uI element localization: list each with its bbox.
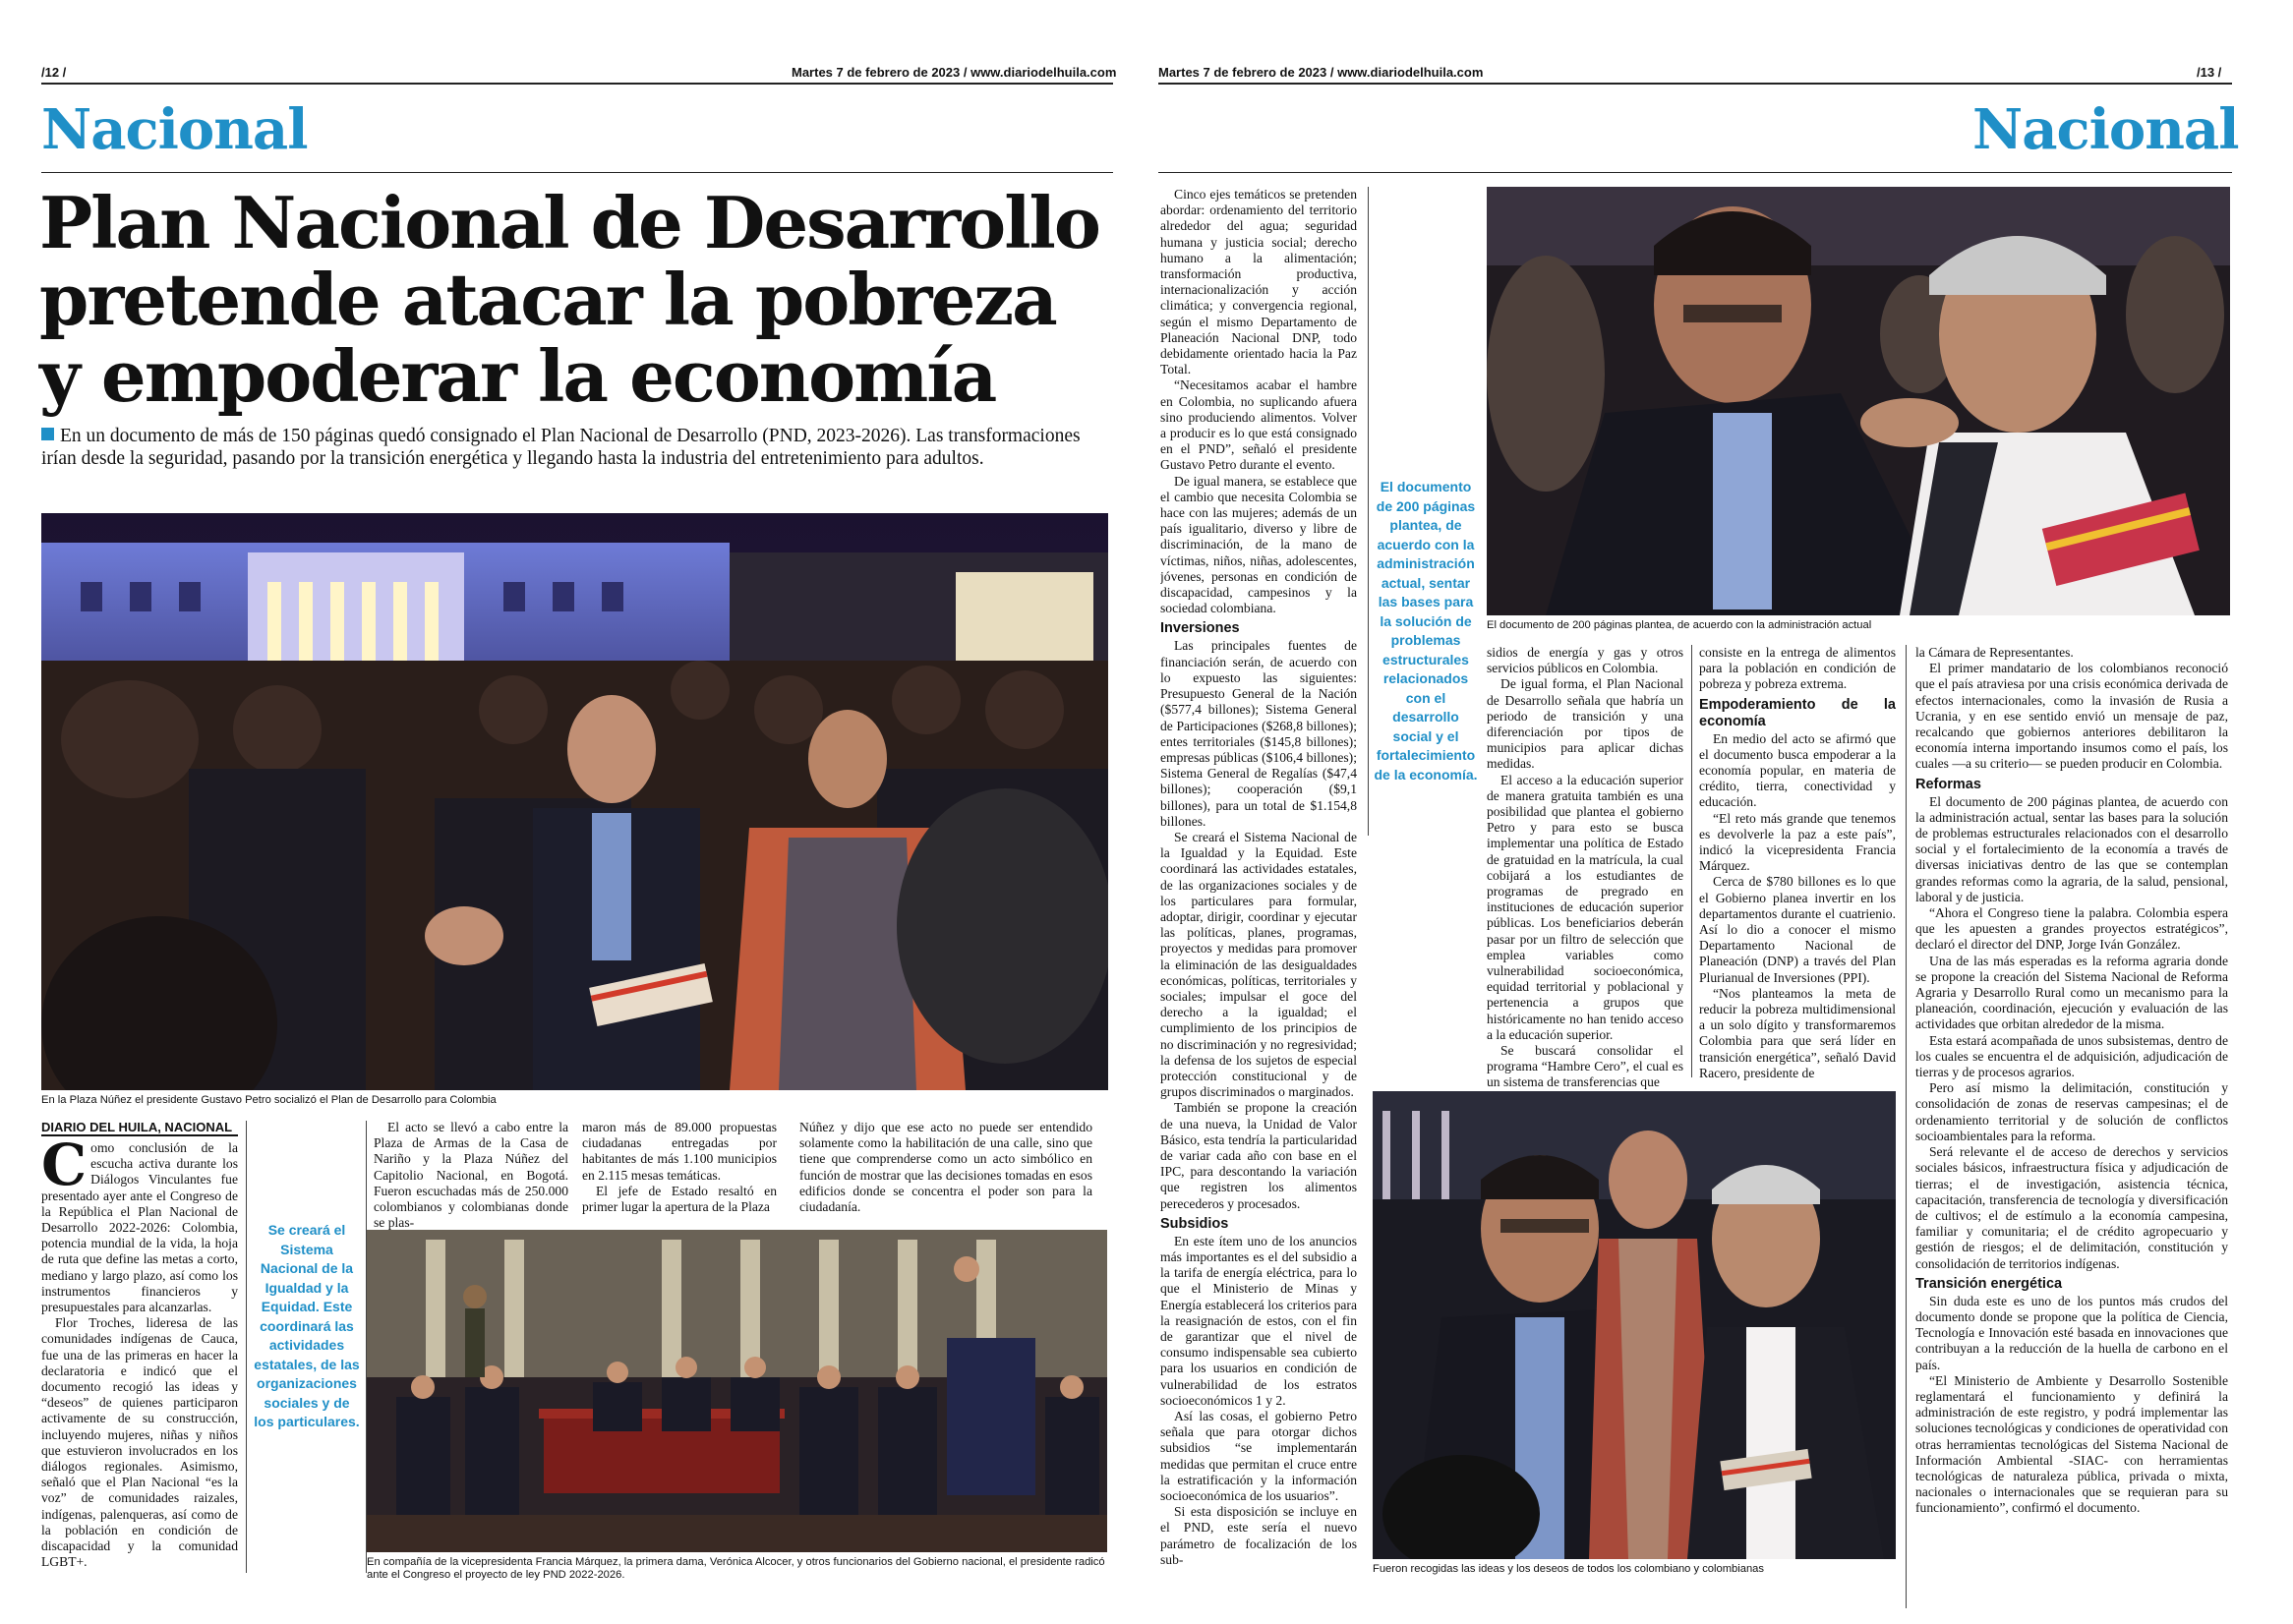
column-divider bbox=[1368, 187, 1369, 836]
article-column-d bbox=[1915, 645, 2228, 1517]
column-3-paragraph-1: maron más de 89.000 propuestas ciudadanas entregadas por habitantes de más 1.100 municipios en 2.115 mesas temáticas. bbox=[582, 1120, 777, 1183]
byline: DIARIO DEL HUILA, NACIONAL bbox=[41, 1120, 238, 1136]
bottom-photo-reading-plan bbox=[1373, 1091, 1896, 1559]
column-d-paragraph: la Cámara de Representantes. bbox=[1915, 645, 2074, 660]
lead-paragraph bbox=[41, 425, 1103, 470]
column-c-paragraph: “El reto más grande que tenemos es devolverle la paz a este país”, indicó la vicepresidenta Francia Márquez. bbox=[1699, 810, 1896, 874]
subheading-subsidios: Subsidios bbox=[1160, 1215, 1229, 1232]
column-a-paragraph: También se propone la creación de una nueva, la Unidad de Valor Básico, esta tendría la particularidad de variar cada año con base en el IPC, para descontando la variación que registren los alimentos perecederos y procesados. bbox=[1160, 1100, 1357, 1211]
pull-quote-left: Se creará el Sistema Nacional de la Igualdad y la Equidad. Este coordinará las actividades estatales, de las organizaciones sociales y de los particulares. bbox=[254, 1222, 360, 1429]
header-rule-left bbox=[41, 83, 1113, 85]
column-a-paragraph: Si esta disposición se incluye en el PND, este sería el nuevo parámetro de focalización de los sub- bbox=[1160, 1504, 1357, 1567]
date-url-left: Martes 7 de febrero de 2023 / www.diariodelhuila.com bbox=[792, 65, 1117, 80]
column-d-paragraph: Pero así mismo la delimitación, constitución y consolidación de zonas de reservas campesinas; el de ordenamiento territorial y de solución de conflictos socioambientales para la reforma. bbox=[1915, 1080, 2228, 1143]
column-divider bbox=[246, 1121, 247, 1573]
column-divider bbox=[1906, 645, 1907, 1608]
lead-text: En un documento de más de 150 páginas quedó consignado el Plan Nacional de Desarrollo (PND, 2023-2026). Las transformaciones irían desde la seguridad, pasando por la transición energética y llegando hasta la industria del entretenimiento para adultos. bbox=[41, 426, 1081, 469]
column-a-paragraph: Cinco ejes temáticos se pretenden abordar: ordenamiento del territorio alrededor del agua; seguridad humana y justicia social; derecho humano a la alimentación; transformación productiva, internacionalización y acción climática; y convergencia regional, según el mismo Departamento de Planeación Nacional DNP, todo debidamente orientado hacia la Paz Total. bbox=[1160, 187, 1357, 377]
column-d-paragraph: Una de las más esperadas es la reforma agraria donde se propone la creación del Sistema Nacional de Reforma Agraria y Desarrollo Rural como un mecanismo para la planeación, coordinación, ejecución y evaluación de las actividades que orbitan alrededor de la misma. bbox=[1915, 953, 2228, 1032]
page-number-right: /13 / bbox=[2197, 65, 2222, 80]
column-c-paragraph: “Nos planteamos la meta de reducir la pobreza multidimensional a un solo dígito y transformaremos Colombia para que será líder en transición energética”, señaló David Racero, presidente de bbox=[1699, 985, 1896, 1080]
section-rule-right bbox=[1158, 172, 2232, 173]
subheading-inversiones: Inversiones bbox=[1160, 620, 1240, 637]
column-d-paragraph: “El Ministerio de Ambiente y Desarrollo Sostenible reglamentará el funcionamiento y definirá la administración de este registro, y podrá implementar las soluciones tecnológicas y condiciones de operatividad con otras herramientas tecnológicas del Sistema Nacional de Información Ambiental -SIAC- con herramientas tecnológicas de naturaleza pública, privada o mixta, nacionales o internacionales que se requieran para su funcionamiento”, confirmó el documento. bbox=[1915, 1372, 2228, 1516]
column-a-paragraph: En este ítem uno de los anuncios más importantes es el del subsidio a la tarifa de energía eléctrica, para lo que el Ministerio de Minas y Energía establecerá los criterios para la reasignación de estos, con el fin de garantizar que el nivel de consumo indispensable sea cubierto para los usuarios en condición de vulnerabilidad de los estratos socioeconómicos 1 y 2. bbox=[1160, 1233, 1357, 1408]
headline: Plan Nacional de Desarrollo pretende atacar la pobreza y empoderar la economía bbox=[39, 181, 1099, 418]
bottom-photo-caption: Fueron recogidas las ideas y los deseos de todos los colombiano y colombianas bbox=[1373, 1563, 1765, 1575]
drop-cap: C bbox=[41, 1131, 88, 1198]
column-a-paragraph: Las principales fuentes de financiación serán, de acuerdo con lo expuesto las siguientes: Presupuesto General de la Nación ($577,4 billones); Sistema General de Participaciones ($268,8 billones); entes territoriales ($145,8 billones); empresas públicas ($106,4 billones); Sistema General de Regalías ($47,4 billones); cooperación ($9,1 billones), para un total de $1.154,8 billones. bbox=[1160, 638, 1357, 829]
column-b-paragraph: El acceso a la educación superior de manera gratuita también es una posibilidad que plantea el gobierno Petro y para esto se busca implementar una política de Estado de gratuidad en la matrícula, la cual cobijará a los estudiantes de programas de pregrado en instituciones de educación superior públicas. Los beneficiarios deberán pasar por un filtro de selección que emplea variables como vulnerabilidad socioeconómica, equidad territorial y poblacional y pertenencia a grupos que históricamente no han tenido acceso a la educación superior. bbox=[1487, 772, 1683, 1042]
column-d-paragraph: “Ahora el Congreso tiene la palabra. Colombia espera que les apuesten a grandes proyectos estratégicos”, declaró el director del DNP, Jorge Iván González. bbox=[1915, 905, 2228, 953]
section-title-left: Nacional bbox=[41, 97, 308, 162]
column-3-paragraph-2: El jefe de Estado resaltó en primer lugar la apertura de la Plaza bbox=[582, 1183, 777, 1215]
column-d-paragraph: Sin duda este es uno de los puntos más crudos del documento donde se propone que la política de Ciencia, Tecnología e Innovación esté basada en innovaciones que contribuyan a la reducción de la huella de carbono en el país. bbox=[1915, 1293, 2228, 1372]
column-divider bbox=[1691, 645, 1692, 1077]
column-d-paragraph: El primer mandatario de los colombianos reconoció que el país atraviesa por una crisis económica derivada de efectos internacionales, como la invasión de Rusia a Ucrania, y en ese sentido envió un mensaje de paz, recalcando que gobiernos anteriores debilitaron la economía interna importando insumos como el país, los cuales —a su criterio— se pueden producir en Colombia. bbox=[1915, 661, 2228, 772]
main-photo-petro-plaza bbox=[41, 513, 1108, 1090]
column-1-paragraph-2: Flor Troches, lideresa de las comunidades indígenas de Cauca, fue una de las primeras en hacer la declaratoria e indicó que el documento recogió las ideas y “deseos” de quienes participaron activamente de su construcción, incluyendo mujeres, niñas y niños que estuvieron involucrados en los diálogos regionales. Asimismo, señaló que el Plan Nacional “es la voz” de comunidades raizales, indígenas, palenqueras, así como de la población en condición de discapacidad y la comunidad LGBT+. bbox=[41, 1315, 238, 1570]
header-rule-right bbox=[1158, 83, 2232, 85]
column-a-paragraph: Se creará el Sistema Nacional de la Igualdad y la Equidad. Este coordinará las actividades estatales, de las organizaciones sociales y de los particulares para formular, adoptar, dirigir, coordinar y ejecutar las políticas, planes, programas, proyectos y medidas para promover la eliminación de las desigualdades económicas, políticas, territoriales y sociales; impulsar el goce del derecho a la igualdad; el cumplimiento de los principios de no discriminación y no regresividad; la defensa de los sujetos de especial protección constitucional y de grupos discriminados o marginados. bbox=[1160, 829, 1357, 1100]
article-column-1 bbox=[41, 1131, 238, 1573]
second-photo-congress bbox=[367, 1230, 1107, 1552]
square-bullet-icon bbox=[41, 428, 54, 440]
subheading-reformas: Reformas bbox=[1915, 776, 1981, 792]
article-column-c bbox=[1699, 645, 1896, 1081]
article-column-2 bbox=[374, 1120, 568, 1231]
column-d-paragraph: Esta estará acompañada de unos subsistemas, dentro de los cuales se encuentra el de adquisición, adjudicación de tierras y de procesos agrarios. bbox=[1915, 1032, 2228, 1080]
article-column-4 bbox=[799, 1120, 1092, 1215]
section-title-right: Nacional bbox=[1972, 97, 2239, 162]
page-number-left: /12 / bbox=[41, 65, 67, 80]
subheading-empoderamiento: Empoderamiento de la economía bbox=[1699, 696, 1896, 729]
top-photo-petro-embrace bbox=[1487, 187, 2230, 615]
top-photo-caption: El documento de 200 páginas plantea, de acuerdo con la administración actual bbox=[1487, 619, 1872, 631]
column-b-paragraph: sidios de energía y gas y otros servicios públicos en Colombia. bbox=[1487, 645, 1683, 676]
pull-quote-right: El documento de 200 páginas plantea, de acuerdo con la administración actual, sentar las bases para la solución de problemas estructurales relacionados con el desarrollo social y el fortalecimiento de la economía. bbox=[1374, 479, 1478, 783]
column-2-paragraph: El acto se llevó a cabo entre la Plaza de Armas de la Casa de Nariño y la Plaza Núñez del Capitolio Nacional, en Bogotá. Fueron escuchadas más de 250.000 colombianos y colombianas donde se plas- bbox=[374, 1120, 568, 1231]
column-b-paragraph: De igual forma, el Plan Nacional de Desarrollo señala que habría un periodo de transición y una diferenciación por tipos de municipios para aplicar dichas medidas. bbox=[1487, 676, 1683, 772]
column-c-paragraph: Cerca de $780 billones es lo que el Gobierno planea invertir en los departamentos durante el cuatrienio. Así lo dio a conocer el mismo Departamento Nacional de Planeación (DNP) a través del Plan Plurianual de Inversiones (PPI). bbox=[1699, 874, 1896, 985]
column-d-paragraph: El documento de 200 páginas plantea, de acuerdo con la administración actual, sentar las bases para la solución de problemas estructurales relacionados con el desarrollo social y el fortalecimiento de la economía a través de diversas iniciativas dentro de las que se contemplan grandes reformas como la agraria, de la salud, pensional, laboral y de justicia. bbox=[1915, 793, 2228, 904]
article-column-a bbox=[1160, 187, 1357, 1612]
section-rule-left bbox=[41, 172, 1113, 173]
column-c-paragraph: En medio del acto se afirmó que el documento busca empoderar a la economía popular, en materia de crédito, tierra, conectividad y educación. bbox=[1699, 730, 1896, 810]
column-4-paragraph: Núñez y dijo que ese acto no puede ser entendido solamente como la habilitación de una calle, sino que tiene que comprenderse como un acto simbólico en función de mostrar que las decisiones tomadas en esos edificios donde se concentra el poder son para la ciudadanía. bbox=[799, 1120, 1092, 1215]
subheading-transicion-energetica: Transición energética bbox=[1915, 1275, 2063, 1292]
main-photo-caption: En la Plaza Núñez el presidente Gustavo Petro socializó el Plan de Desarrollo para Colombia bbox=[41, 1094, 497, 1106]
column-a-paragraph: Así las cosas, el gobierno Petro señala que para otorgar dichos subsidios “se implementarán medidas que permitan el cruce entre la estratificación y la información socioeconómica de los usuarios”. bbox=[1160, 1409, 1357, 1504]
column-b-paragraph: Se buscará consolidar el programa “Hambre Cero”, el cual es un sistema de transferencias que bbox=[1487, 1043, 1683, 1090]
column-a-paragraph: De igual manera, se establece que el cambio que necesita Colombia se hace con las mujeres; además de un país igualitario, diverso y libre de discriminación, de la mano de víctimas, niños, niñas, adolescentes, jóvenes, personas en condición de discapacidad, campesinos y la sociedad colombiana. bbox=[1160, 473, 1357, 616]
article-column-3 bbox=[582, 1120, 777, 1215]
column-1-paragraph-1: omo conclusión de la escucha activa durante los Diálogos Vinculantes fue presentado ayer ante el Congreso de la República el Plan Nacional de Desarrollo 2022-2026: Colombia, potencia mundial de la vida, la hoja de ruta que define las metas a corto, mediano y largo plazo, así como los instrumentos financieros y presupuestales para alcanzarlas. bbox=[41, 1140, 238, 1315]
date-url-right: Martes 7 de febrero de 2023 / www.diariodelhuila.com bbox=[1158, 65, 1484, 80]
article-column-b bbox=[1487, 645, 1683, 1091]
second-photo-caption: En compañía de la vicepresidenta Francia Márquez, la primera dama, Verónica Alcocer, y otros funcionarios del Gobierno nacional, el presidente radicó ante el Congreso el proyecto de ley PND 2022-2026. bbox=[367, 1556, 1105, 1581]
column-c-paragraph: consiste en la entrega de alimentos para la población en condición de pobreza y pobreza extrema. bbox=[1699, 645, 1896, 692]
column-d-paragraph: Será relevante el de acceso de derechos y servicios sociales básicos, infraestructura física y adjudicación de tierras; el de investigación, asistencia técnica, capacitación, transferencia de tecnología y diversificación de cultivos; el de estímulo a la economía campesina, familiar y comunitaria; el de crédito agropecuario y gestión de riesgos; el de delimitación, constitución y consolidación de territorios indígenas. bbox=[1915, 1144, 2228, 1271]
column-a-paragraph: “Necesitamos acabar el hambre en Colombia, no suplicando afuera sino produciendo alimentos. Volver a producir es lo que está consignado en el PND”, señaló el presidente Gustavo Petro durante el evento. bbox=[1160, 377, 1357, 473]
